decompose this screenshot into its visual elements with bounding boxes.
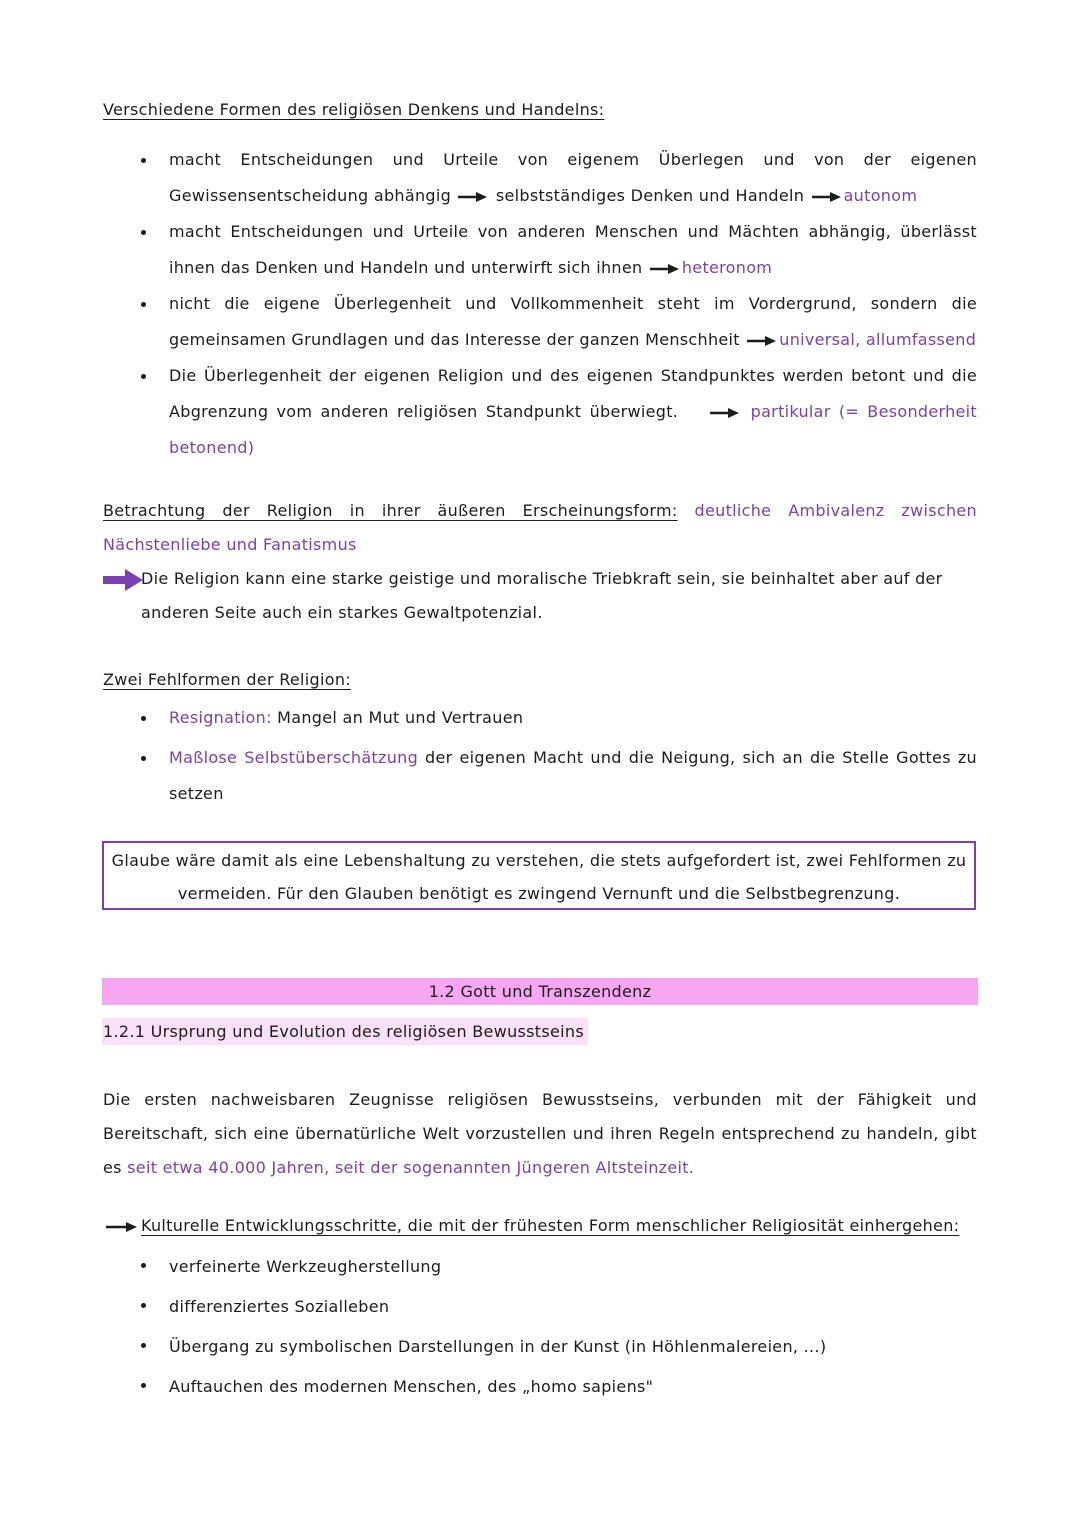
bullet-text: macht Entscheidungen und Urteile von eigenem Überlegen und von der eigenen Gewissensentscheidung abhängig (169, 150, 977, 205)
bullet-text: macht Entscheidungen und Urteile von anderen Menschen und Mächten abhängig, überlässt ihnen das Denken und Handeln und unterwirft sich ihnen (169, 222, 977, 277)
list-item: Auftauchen des modernen Menschen, des „homo sapiens" (103, 1367, 977, 1407)
chapter-number: 1.2 (428, 982, 456, 1001)
term-partikular: partikular (= Besonderheit betonend) (169, 402, 977, 457)
section2-paragraph (103, 494, 977, 562)
section4-highlight-number: 40.000 (208, 1158, 267, 1177)
right-arrow-icon (458, 191, 488, 203)
term-universal: universal, allumfassend (779, 330, 977, 349)
subchapter-number: 1.2.1 (103, 1022, 146, 1041)
bullet-text: Die Überlegenheit der eigenen Religion und des eigenen Standpunktes werden betont und die Abgrenzung vom anderen religiösen Standpunkt überwiegt. (169, 366, 977, 421)
entwicklung-list (103, 1247, 977, 1407)
section2-conclusion: Die Religion kann eine starke geistige und moralische Triebkraft sein, sie beinhaltet aber auf der anderen Seite auch ein starkes Gewaltpotenzial. (141, 569, 943, 622)
section5-heading: Kulturelle Entwicklungsschritte, die mit der frühesten Form menschlicher Religiosität einhergehen: (141, 1216, 960, 1235)
subchapter-title: Ursprung und Evolution des religiösen Bewusstseins (150, 1022, 584, 1041)
section1-heading: Verschiedene Formen des religiösen Denkens und Handelns: (103, 100, 605, 119)
summary-box (102, 841, 976, 910)
right-arrow-icon (710, 407, 740, 419)
summary-line-2: vermeiden. Für den Glauben benötigt es zwingend Vernunft und die Selbstbegrenzung. (177, 884, 901, 903)
right-arrow-icon (812, 191, 842, 203)
section2-highlight: deutliche Ambivalenz zwischen Nächstenliebe und Fanatismus (103, 501, 977, 554)
list-item (103, 286, 977, 358)
section4-highlight-post: Jahren, seit der sogenannten Jüngeren Altsteinzeit. (271, 1158, 695, 1177)
big-arrow-icon (103, 569, 143, 591)
bullet-result: selbstständiges Denken und Handeln (495, 186, 805, 205)
forms-list (103, 142, 977, 466)
fehlformen-list (103, 700, 977, 812)
right-arrow-icon (650, 263, 680, 275)
list-item (103, 214, 977, 286)
term-autonom: autonom (843, 186, 918, 205)
list-item (103, 358, 977, 466)
section4-text: Die ersten nachweisbaren Zeugnisse religiösen Bewusstseins, verbunden mit der Fähigkeit und Bereitschaft, sich eine übernatürliche Welt vorzustellen und ihren Regeln entsprechend zu handeln, gibt es (103, 1090, 977, 1177)
item-text: Mangel an Mut und Vertrauen (277, 708, 524, 727)
chapter-title: Gott und Transzendenz (460, 982, 652, 1001)
chapter-title-bar (102, 978, 978, 1005)
section4-paragraph (103, 1083, 977, 1185)
summary-line-1: Glaube wäre damit als eine Lebenshaltung zu verstehen, die stets aufgefordert ist, zwei Fehlformen zu (111, 851, 967, 870)
right-arrow-icon (747, 335, 777, 347)
section3-heading: Zwei Fehlformen der Religion: (103, 670, 351, 689)
list-item (103, 700, 977, 736)
section4-highlight-pre: seit etwa (127, 1158, 203, 1177)
right-arrow-icon (106, 1221, 138, 1233)
list-item (103, 142, 977, 214)
section2-heading: Betrachtung der Religion in ihrer äußeren Erscheinungsform: (103, 501, 678, 520)
term-selbstueberschaetzung: Maßlose Selbstüberschätzung (169, 748, 419, 767)
list-item (103, 740, 977, 812)
term-heteronom: heteronom (681, 258, 773, 277)
list-item: differenziertes Sozialleben (103, 1287, 977, 1327)
list-item: Übergang zu symbolischen Darstellungen in der Kunst (in Höhlenmalereien, ...) (103, 1327, 977, 1367)
list-item: verfeinerte Werkzeugherstellung (103, 1247, 977, 1287)
subchapter-heading (102, 1018, 588, 1045)
term-resignation: Resignation: (169, 708, 272, 727)
item-text: der eigenen Macht und die Neigung, sich an die Stelle Gottes zu setzen (169, 748, 977, 803)
bullet-text: nicht die eigene Überlegenheit und Vollkommenheit steht im Vordergrund, sondern die gemeinsamen Grundlagen und das Interesse der ganzen Menschheit (169, 294, 977, 349)
